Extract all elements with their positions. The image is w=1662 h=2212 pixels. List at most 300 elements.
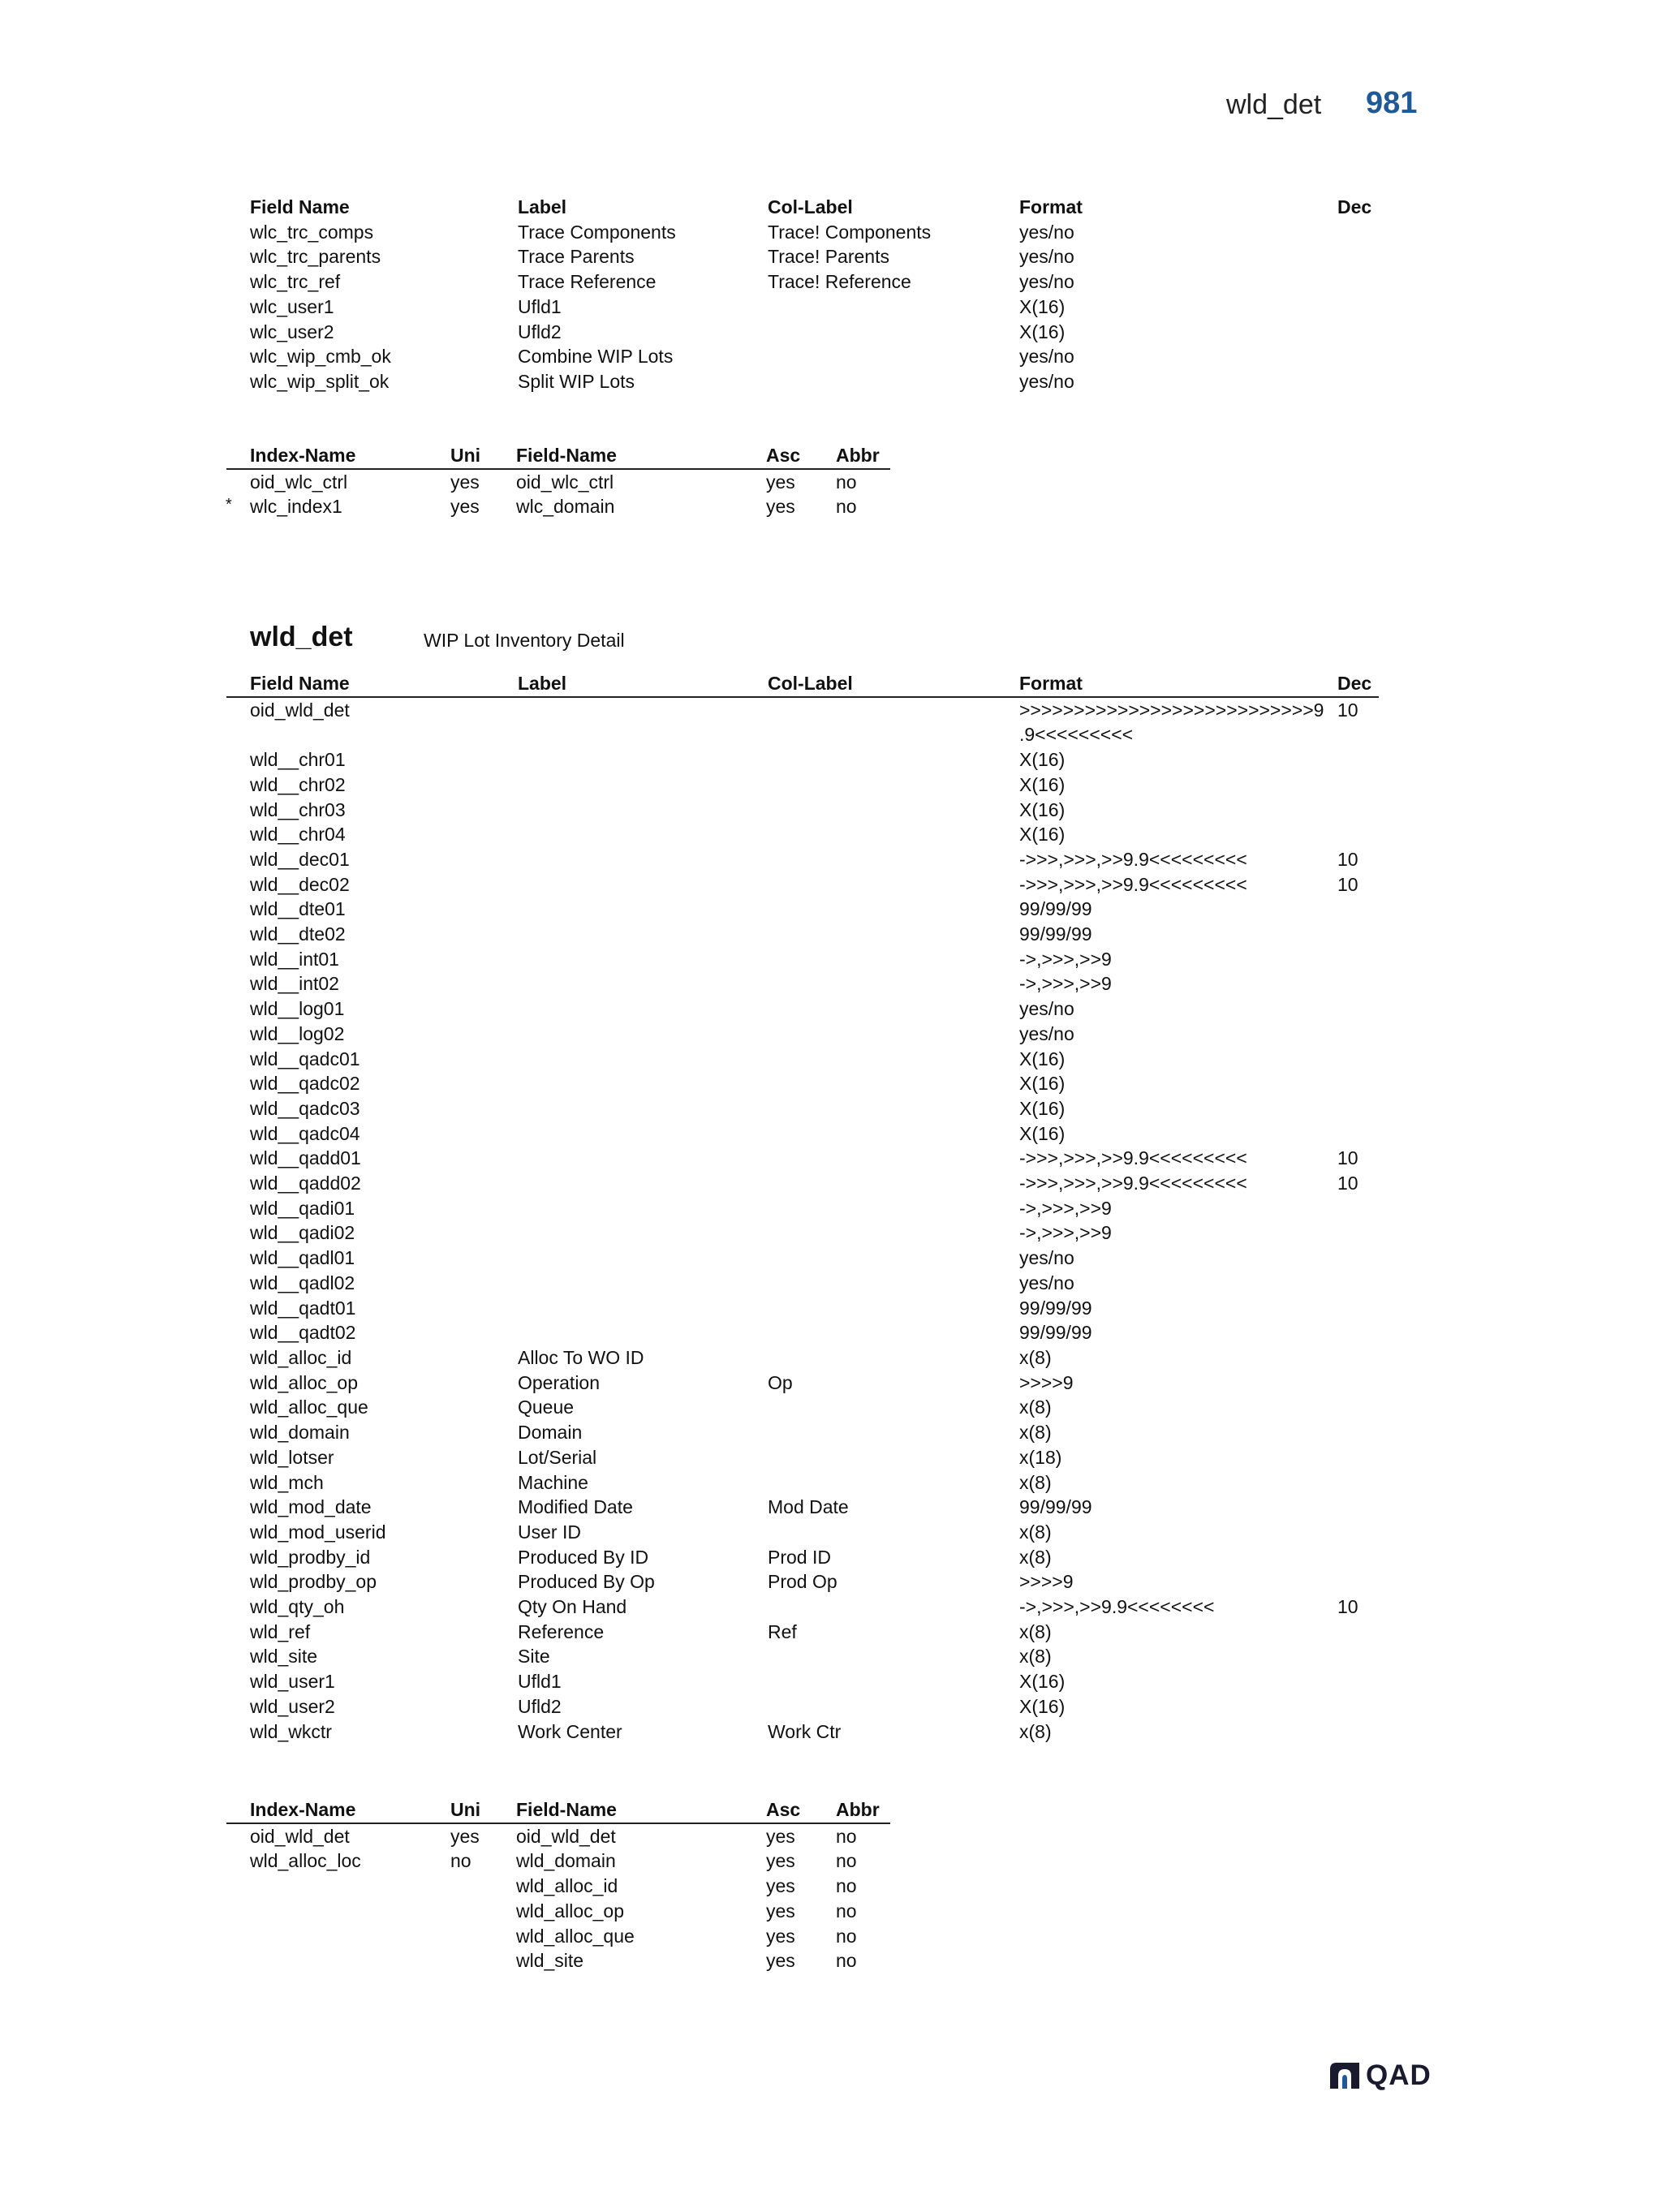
qad-logo-text: QAD xyxy=(1366,2059,1432,2091)
table-cell xyxy=(1337,1271,1379,1296)
table-cell: no xyxy=(836,1875,857,1897)
table-cell: wld_alloc_op xyxy=(516,1900,624,1922)
page-number: 981 xyxy=(1366,86,1418,120)
table-row xyxy=(250,344,1370,369)
table-cell: no xyxy=(836,471,857,493)
table-row xyxy=(226,1320,1379,1345)
table-cell: 10 xyxy=(1337,1173,1358,1194)
table-cell xyxy=(1337,1220,1379,1246)
table-row xyxy=(226,847,1379,872)
table-cell xyxy=(1337,1096,1379,1121)
table-cell: wld__qadt02 xyxy=(250,1322,356,1344)
table-cell: >>>>9 xyxy=(1019,1371,1074,1393)
table-cell xyxy=(518,1096,768,1121)
table-cell: Trace! Components xyxy=(768,221,932,243)
table-cell: X(16) xyxy=(1019,1695,1066,1717)
table-cell: x(8) xyxy=(1019,1471,1052,1493)
table-cell xyxy=(450,1924,516,1949)
table-cell: wld__qadl02 xyxy=(250,1272,355,1293)
table-cell: ->,>>>,>>9 xyxy=(1019,948,1112,970)
table-cell xyxy=(768,1196,1019,1221)
row-gutter xyxy=(226,798,250,823)
column-header-format: Format xyxy=(1019,671,1337,697)
table-cell xyxy=(1337,1445,1379,1470)
table-cell xyxy=(768,1022,1019,1047)
row-gutter xyxy=(226,947,250,972)
table-row xyxy=(226,1495,1379,1520)
table-cell: wld__dec02 xyxy=(250,873,350,895)
table-cell xyxy=(768,697,1019,723)
table-cell: wld_mch xyxy=(250,1471,324,1493)
table-row xyxy=(226,1196,1379,1221)
row-gutter xyxy=(226,1719,250,1745)
column-header-abbr: Abbr xyxy=(836,1797,890,1823)
table-cell: wlc_wip_split_ok xyxy=(250,370,390,392)
table-cell xyxy=(1337,897,1379,922)
table-cell: oid_wlc_ctrl xyxy=(250,471,348,493)
column-header-field-name: Field-Name xyxy=(516,443,766,469)
table-cell xyxy=(1337,1719,1379,1745)
column-header-uni: Uni xyxy=(450,1797,516,1823)
table-row xyxy=(226,1874,890,1899)
table-cell: X(16) xyxy=(1019,1073,1066,1095)
column-header-dec: Dec xyxy=(1337,196,1372,217)
table-cell: ->,>>>,>>9 xyxy=(1019,1222,1112,1244)
table-cell: Trace! Reference xyxy=(768,271,911,293)
table-row xyxy=(226,1220,1379,1246)
table-cell: wld__chr04 xyxy=(250,824,346,846)
table-cell: wld__qadt01 xyxy=(250,1297,356,1319)
qad-logo xyxy=(1328,2059,1432,2092)
table-row xyxy=(226,1545,1379,1570)
table-cell: yes/no xyxy=(1019,246,1074,268)
table-cell: no xyxy=(836,1950,857,1972)
table-row xyxy=(226,971,1379,996)
table-row xyxy=(226,1445,1379,1470)
table-cell: wld_wkctr xyxy=(250,1720,332,1742)
table-cell: 10 xyxy=(1337,699,1358,721)
table-cell: wld__qadc03 xyxy=(250,1097,360,1119)
row-gutter xyxy=(226,1146,250,1171)
row-gutter xyxy=(226,1296,250,1321)
table-cell: X(16) xyxy=(1019,1122,1066,1144)
table-cell: yes/no xyxy=(1019,221,1074,243)
table-row xyxy=(226,1047,1379,1072)
row-gutter xyxy=(226,697,250,723)
table-cell: Trace Parents xyxy=(518,246,635,268)
table-cell: ->,>>>,>>9 xyxy=(1019,973,1112,995)
table-cell xyxy=(768,1644,1019,1669)
column-header-col-label: Col-Label xyxy=(768,671,1019,697)
table-cell: yes xyxy=(766,496,795,518)
table-cell xyxy=(1337,344,1370,369)
qad-logo-icon xyxy=(1328,2061,1361,2090)
column-header-index-name: Index-Name xyxy=(250,1797,450,1823)
row-gutter xyxy=(226,1924,250,1949)
row-gutter xyxy=(226,1047,250,1072)
table-cell xyxy=(518,1296,768,1321)
table-cell: Split WIP Lots xyxy=(518,370,635,392)
column-header-label: Label xyxy=(518,671,768,697)
table-cell xyxy=(768,922,1019,947)
table-cell xyxy=(1337,1071,1379,1096)
table-cell xyxy=(768,722,1019,747)
table-cell: wld__qadc04 xyxy=(250,1122,360,1144)
table-cell: wld__chr02 xyxy=(250,773,346,795)
table-cell xyxy=(768,1220,1019,1246)
table-cell: no xyxy=(836,1900,857,1922)
table-cell: Queue xyxy=(518,1396,575,1418)
table-cell xyxy=(1337,1296,1379,1321)
table-cell: wlc_domain xyxy=(516,496,615,518)
table-row xyxy=(226,772,1379,798)
table-cell: 10 xyxy=(1337,1596,1358,1618)
table-cell xyxy=(768,320,1019,345)
table-cell: Qty On Hand xyxy=(518,1596,627,1618)
table-cell xyxy=(768,1694,1019,1719)
row-gutter xyxy=(226,1594,250,1620)
table-cell: 10 xyxy=(1337,1147,1358,1169)
table-cell: wld_alloc_loc xyxy=(250,1850,361,1872)
table-cell xyxy=(768,1594,1019,1620)
table-cell: x(8) xyxy=(1019,1422,1052,1444)
wld-field-table xyxy=(226,671,1379,1744)
table-cell xyxy=(518,1146,768,1171)
table-cell xyxy=(768,1071,1019,1096)
row-gutter xyxy=(226,1096,250,1121)
table-row xyxy=(226,1345,1379,1371)
row-gutter xyxy=(226,1171,250,1196)
row-gutter xyxy=(226,897,250,922)
table-cell: Domain xyxy=(518,1422,583,1444)
table-cell: yes/no xyxy=(1019,1022,1074,1044)
table-row xyxy=(226,897,1379,922)
row-gutter xyxy=(226,1694,250,1719)
table-cell: wlc_user1 xyxy=(250,295,334,317)
table-cell: wld_qty_oh xyxy=(250,1596,345,1618)
table-cell: yes xyxy=(766,1950,795,1972)
row-gutter xyxy=(226,971,250,996)
table-cell xyxy=(1337,1047,1379,1072)
table-section-title: wld_det xyxy=(250,622,353,652)
table-cell xyxy=(1337,1246,1379,1271)
table-cell: no xyxy=(836,1850,857,1872)
row-gutter xyxy=(226,772,250,798)
column-header-field-name: Field-Name xyxy=(516,1797,766,1823)
table-cell xyxy=(1337,369,1370,394)
column-header-col-label: Col-Label xyxy=(768,196,853,217)
table-cell xyxy=(1337,772,1379,798)
table-cell xyxy=(768,772,1019,798)
table-cell: wld__qadd02 xyxy=(250,1173,361,1194)
table-row xyxy=(226,1071,1379,1096)
row-gutter xyxy=(226,922,250,947)
table-cell xyxy=(518,996,768,1022)
table-cell xyxy=(1337,1371,1379,1396)
table-cell xyxy=(768,1271,1019,1296)
row-gutter xyxy=(226,1395,250,1420)
table-row xyxy=(226,1644,1379,1669)
table-cell: oid_wld_det xyxy=(250,699,350,721)
table-cell: wld__qadd01 xyxy=(250,1147,361,1169)
row-gutter xyxy=(226,1495,250,1520)
row-gutter xyxy=(226,1899,250,1924)
table-cell: ->>>,>>>,>>9.9<<<<<<<<< xyxy=(1019,848,1247,870)
table-cell: wld__log01 xyxy=(250,998,345,1020)
table-row xyxy=(226,996,1379,1022)
table-cell xyxy=(1337,1644,1379,1669)
table-cell: wld_domain xyxy=(516,1850,616,1872)
table-row xyxy=(226,469,890,495)
table-cell: wld__dte02 xyxy=(250,923,346,945)
table-cell: X(16) xyxy=(1019,321,1066,342)
table-cell xyxy=(1337,1545,1379,1570)
row-gutter xyxy=(226,1848,250,1874)
table-cell: ->>>,>>>,>>9.9<<<<<<<<< xyxy=(1019,1173,1247,1194)
table-cell xyxy=(768,798,1019,823)
table-row xyxy=(226,822,1379,847)
table-cell xyxy=(518,1220,768,1246)
table-row xyxy=(226,1271,1379,1296)
table-cell: Trace Reference xyxy=(518,271,657,293)
table-cell: User ID xyxy=(518,1521,581,1543)
table-cell xyxy=(518,1121,768,1147)
row-gutter xyxy=(226,1121,250,1147)
table-cell xyxy=(1337,1121,1379,1147)
table-row xyxy=(226,872,1379,897)
row-gutter xyxy=(226,469,250,495)
table-row xyxy=(226,1420,1379,1445)
table-cell xyxy=(1337,1569,1379,1594)
table-cell: wlc_trc_parents xyxy=(250,246,381,268)
row-gutter xyxy=(226,1022,250,1047)
table-cell xyxy=(518,947,768,972)
table-cell: Prod ID xyxy=(768,1546,831,1568)
table-cell: X(16) xyxy=(1019,749,1066,771)
running-header-title: wld_det xyxy=(1226,89,1322,120)
table-cell xyxy=(768,996,1019,1022)
table-cell: no xyxy=(836,1925,857,1947)
table-cell xyxy=(768,847,1019,872)
table-cell: wlc_wip_cmb_ok xyxy=(250,346,391,368)
table-cell: wld_alloc_id xyxy=(516,1875,618,1897)
table-cell xyxy=(1337,1694,1379,1719)
table-cell: wld_alloc_que xyxy=(250,1396,368,1418)
column-header-abbr: Abbr xyxy=(836,443,890,469)
table-cell: Mod Date xyxy=(768,1496,849,1518)
table-cell: wld__dec01 xyxy=(250,848,350,870)
table-cell xyxy=(450,1874,516,1899)
column-header-asc: Asc xyxy=(766,1797,836,1823)
table-cell xyxy=(518,1047,768,1072)
table-cell: wld_mod_userid xyxy=(250,1521,386,1543)
table-cell xyxy=(518,1196,768,1221)
row-gutter xyxy=(226,747,250,772)
table-row xyxy=(226,947,1379,972)
table-cell: x(8) xyxy=(1019,1521,1052,1543)
wlc-index-table xyxy=(226,443,890,519)
table-cell: Produced By Op xyxy=(518,1571,655,1593)
table-cell xyxy=(518,1246,768,1271)
row-gutter xyxy=(226,1669,250,1694)
table-cell: wld__int01 xyxy=(250,948,339,970)
table-cell: wld_mod_date xyxy=(250,1496,372,1518)
table-cell xyxy=(250,1948,450,1973)
table-cell: ->,>>>,>>9.9<<<<<<<< xyxy=(1019,1596,1215,1618)
table-cell: wld__chr03 xyxy=(250,798,346,820)
table-cell: wld_prodby_op xyxy=(250,1571,377,1593)
table-cell xyxy=(1337,822,1379,847)
row-gutter xyxy=(226,1371,250,1396)
table-cell xyxy=(1337,947,1379,972)
table-cell xyxy=(768,971,1019,996)
table-cell xyxy=(1337,1470,1379,1495)
table-cell: Work Center xyxy=(518,1720,622,1742)
table-cell xyxy=(768,1146,1019,1171)
column-header-asc: Asc xyxy=(766,443,836,469)
row-gutter xyxy=(226,1071,250,1096)
table-cell: wld_domain xyxy=(250,1422,350,1444)
row-gutter xyxy=(226,847,250,872)
table-cell: yes xyxy=(766,471,795,493)
table-cell xyxy=(768,369,1019,394)
table-cell: X(16) xyxy=(1019,1048,1066,1069)
table-cell: X(16) xyxy=(1019,1671,1066,1693)
table-cell xyxy=(1337,1495,1379,1520)
table-cell: Ufld2 xyxy=(518,321,562,342)
table-cell xyxy=(518,798,768,823)
table-cell: Lot/Serial xyxy=(518,1446,597,1468)
table-cell: wlc_index1 xyxy=(250,496,342,518)
table-row xyxy=(226,494,890,519)
table-cell: Modified Date xyxy=(518,1496,633,1518)
table-cell: no xyxy=(836,1825,857,1847)
table-cell: wlc_trc_comps xyxy=(250,221,374,243)
table-cell xyxy=(1337,1520,1379,1545)
table-cell xyxy=(768,1445,1019,1470)
table-cell: yes xyxy=(766,1825,795,1847)
column-header-format: Format xyxy=(1019,196,1083,217)
table-cell: ->,>>>,>>9 xyxy=(1019,1197,1112,1219)
table-header-row xyxy=(250,195,1370,220)
table-row xyxy=(226,1371,1379,1396)
table-row xyxy=(226,1171,1379,1196)
table-cell: Trace! Parents xyxy=(768,246,889,268)
table-row xyxy=(226,1823,890,1849)
table-row xyxy=(250,369,1370,394)
table-cell xyxy=(768,295,1019,320)
table-cell xyxy=(1337,269,1370,295)
row-gutter xyxy=(226,494,250,519)
table-cell: >>>>>>>>>>>>>>>>>>>>>>>>>>>9 xyxy=(1019,699,1324,721)
table-cell xyxy=(768,1296,1019,1321)
table-cell xyxy=(1337,922,1379,947)
table-cell: wld_user2 xyxy=(250,1695,335,1717)
table-cell: yes/no xyxy=(1019,1272,1074,1293)
column-header-field-name: Field Name xyxy=(250,196,350,217)
table-cell: Ref xyxy=(768,1620,797,1642)
table-row xyxy=(250,295,1370,320)
table-row xyxy=(250,320,1370,345)
table-cell: Machine xyxy=(518,1471,588,1493)
row-gutter xyxy=(226,1445,250,1470)
table-cell: ->>>,>>>,>>9.9<<<<<<<<< xyxy=(1019,1147,1247,1169)
table-row xyxy=(226,1694,1379,1719)
table-row xyxy=(226,1296,1379,1321)
table-cell: wld_lotser xyxy=(250,1446,334,1468)
table-cell xyxy=(518,822,768,847)
table-cell: Op xyxy=(768,1371,793,1393)
table-cell xyxy=(1337,1620,1379,1645)
table-cell xyxy=(768,872,1019,897)
table-cell: wld__qadi02 xyxy=(250,1222,355,1244)
table-cell: Ufld1 xyxy=(518,295,562,317)
table-cell xyxy=(1337,1420,1379,1445)
table-cell xyxy=(768,1096,1019,1121)
primary-index-marker: * xyxy=(226,496,232,514)
row-gutter xyxy=(226,1620,250,1645)
table-cell: Ufld2 xyxy=(518,1695,562,1717)
column-header-label: Label xyxy=(518,196,567,217)
table-row xyxy=(226,1569,1379,1594)
table-cell: X(16) xyxy=(1019,824,1066,846)
table-cell xyxy=(518,1071,768,1096)
table-cell: Operation xyxy=(518,1371,601,1393)
table-cell xyxy=(1337,320,1370,345)
table-cell xyxy=(768,1171,1019,1196)
row-gutter xyxy=(226,1246,250,1271)
table-cell xyxy=(1337,747,1379,772)
table-cell xyxy=(518,697,768,723)
table-row xyxy=(226,1620,1379,1645)
table-cell xyxy=(768,1669,1019,1694)
table-cell: 99/99/99 xyxy=(1019,1297,1092,1319)
table-cell: Ufld1 xyxy=(518,1671,562,1693)
table-cell: 99/99/99 xyxy=(1019,1496,1092,1518)
table-cell: wld_alloc_que xyxy=(516,1925,635,1947)
table-cell xyxy=(1337,798,1379,823)
table-cell: Prod Op xyxy=(768,1571,837,1593)
table-row xyxy=(226,1022,1379,1047)
table-row xyxy=(250,269,1370,295)
row-gutter xyxy=(226,1520,250,1545)
table-cell: x(8) xyxy=(1019,1396,1052,1418)
table-cell: wld_ref xyxy=(250,1620,311,1642)
index-header-row xyxy=(226,443,890,469)
table-cell: wld_prodby_id xyxy=(250,1546,371,1568)
table-row xyxy=(226,1146,1379,1171)
table-header-row xyxy=(226,671,1379,697)
table-cell: 99/99/99 xyxy=(1019,923,1092,945)
table-row xyxy=(226,1669,1379,1694)
row-gutter xyxy=(226,1196,250,1221)
row-gutter xyxy=(226,1320,250,1345)
index-header-row xyxy=(226,1797,890,1823)
table-row xyxy=(226,1848,890,1874)
table-cell: wld__chr01 xyxy=(250,749,346,771)
row-gutter xyxy=(226,1569,250,1594)
table-cell: yes/no xyxy=(1019,370,1074,392)
table-cell: ->>>,>>>,>>9.9<<<<<<<<< xyxy=(1019,873,1247,895)
table-cell: .9<<<<<<<<< xyxy=(1019,724,1134,746)
row-gutter xyxy=(226,1545,250,1570)
table-cell: Combine WIP Lots xyxy=(518,346,674,368)
table-cell xyxy=(518,1320,768,1345)
table-row xyxy=(226,1096,1379,1121)
table-row xyxy=(250,244,1370,269)
table-cell xyxy=(1337,1395,1379,1420)
table-cell xyxy=(768,1246,1019,1271)
